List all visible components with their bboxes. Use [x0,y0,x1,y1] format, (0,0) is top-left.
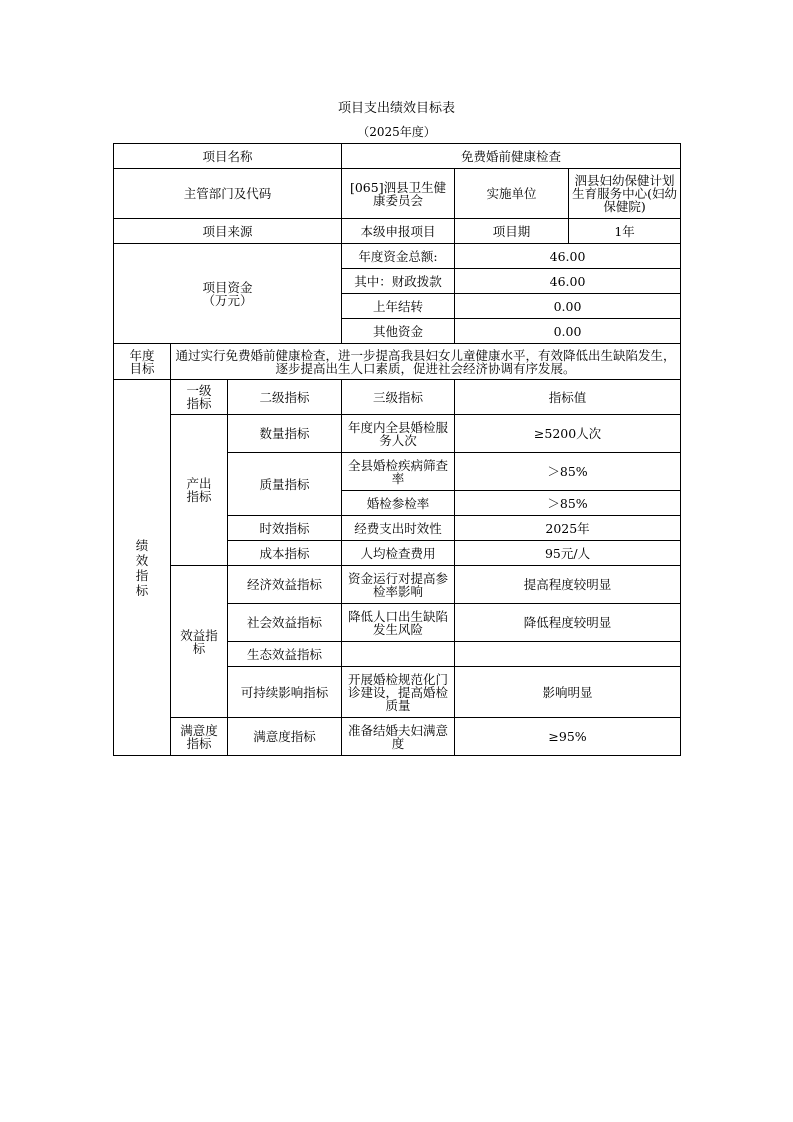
project-name-value: 免费婚前健康检查 [342,144,681,169]
sustainable-value: 影响明显 [455,667,681,718]
ecological-value [455,642,681,667]
table-row [114,244,681,269]
satisfaction-label: 满意度指标 [171,718,228,756]
social-l2: 社会效益指标 [228,604,342,642]
funds-total-value: 46.00 [455,244,681,269]
funds-carryover-value: 0.00 [455,294,681,319]
cost-value: 95元/人 [455,541,681,566]
quality-value-participation: ＞85% [455,491,681,516]
table-row [114,566,681,604]
source-value: 本级申报项目 [342,219,455,244]
economic-l2: 经济效益指标 [228,566,342,604]
sustainable-l2: 可持续影响指标 [228,667,342,718]
funds-carryover-label: 上年结转 [342,294,455,319]
year-subtitle: （2025年度） [357,125,436,139]
cost-l3: 人均检查费用 [342,541,455,566]
perf-label: 绩效指标 [114,380,171,756]
table-row [114,144,681,169]
quantity-l3: 年度内全县婚检服务人次 [342,415,455,453]
satisfaction-value: ≥95% [455,718,681,756]
quantity-l2: 数量指标 [228,415,342,453]
quality-l2: 质量指标 [228,453,342,516]
cost-l2: 成本指标 [228,541,342,566]
funds-other-label: 其他资金 [342,319,455,344]
dept-value: [065]泗县卫生健康委员会 [342,169,455,219]
table-row [114,380,681,415]
source-label: 项目来源 [114,219,342,244]
goal-text: 通过实行免费婚前健康检查，进一步提高我县妇女儿童健康水平，有效降低出生缺陷发生，逐步提高出生人口素质，促进社会经济协调有序发展。 [171,344,681,380]
social-l3: 降低人口出生缺陷发生风险 [342,604,455,642]
ecological-l3 [342,642,455,667]
funds-fiscal-value: 46.00 [455,269,681,294]
table-row [114,415,681,453]
header-value: 指标值 [455,380,681,415]
header-l3: 三级指标 [342,380,455,415]
quality-value-screening: ＞85% [455,453,681,491]
quality-l3-screening: 全县婚检疾病筛查率 [342,453,455,491]
satisfaction-l2: 满意度指标 [228,718,342,756]
timeliness-l3: 经费支出时效性 [342,516,455,541]
header-l2: 二级指标 [228,380,342,415]
funds-other-value: 0.00 [455,319,681,344]
quantity-value: ≥5200人次 [455,415,681,453]
benefit-label: 效益指标 [171,566,228,718]
social-value: 降低程度较明显 [455,604,681,642]
header-l1: 一级指标 [171,380,228,415]
ecological-l2: 生态效益指标 [228,642,342,667]
period-label: 项目期 [455,219,569,244]
satisfaction-l3: 准备结婚夫妇满意度 [342,718,455,756]
funds-fiscal-label: 其中：财政拨款 [342,269,455,294]
economic-l3: 资金运行对提高参检率影响 [342,566,455,604]
project-name-label: 项目名称 [114,144,342,169]
dept-label: 主管部门及代码 [114,169,342,219]
economic-value: 提高程度较明显 [455,566,681,604]
output-label: 产出指标 [171,415,228,566]
period-value: 1年 [569,219,681,244]
impl-unit-label: 实施单位 [455,169,569,219]
timeliness-l2: 时效指标 [228,516,342,541]
funds-total-label: 年度资金总额: [342,244,455,269]
performance-target-table [113,143,681,756]
quality-l3-participation: 婚检参检率 [342,491,455,516]
goal-label: 年度目标 [114,344,171,380]
table-row [114,169,681,219]
timeliness-value: 2025年 [455,516,681,541]
funds-label: 项目资金（万元） [114,244,342,344]
page-title: 项目支出绩效目标表 [337,101,455,116]
impl-unit-value: 泗县妇幼保健计划生育服务中心(妇幼保健院) [569,169,681,219]
table-row [114,718,681,756]
table-row [114,344,681,380]
sustainable-l3: 开展婚检规范化门诊建设，提高婚检质量 [342,667,455,718]
table-row [114,219,681,244]
